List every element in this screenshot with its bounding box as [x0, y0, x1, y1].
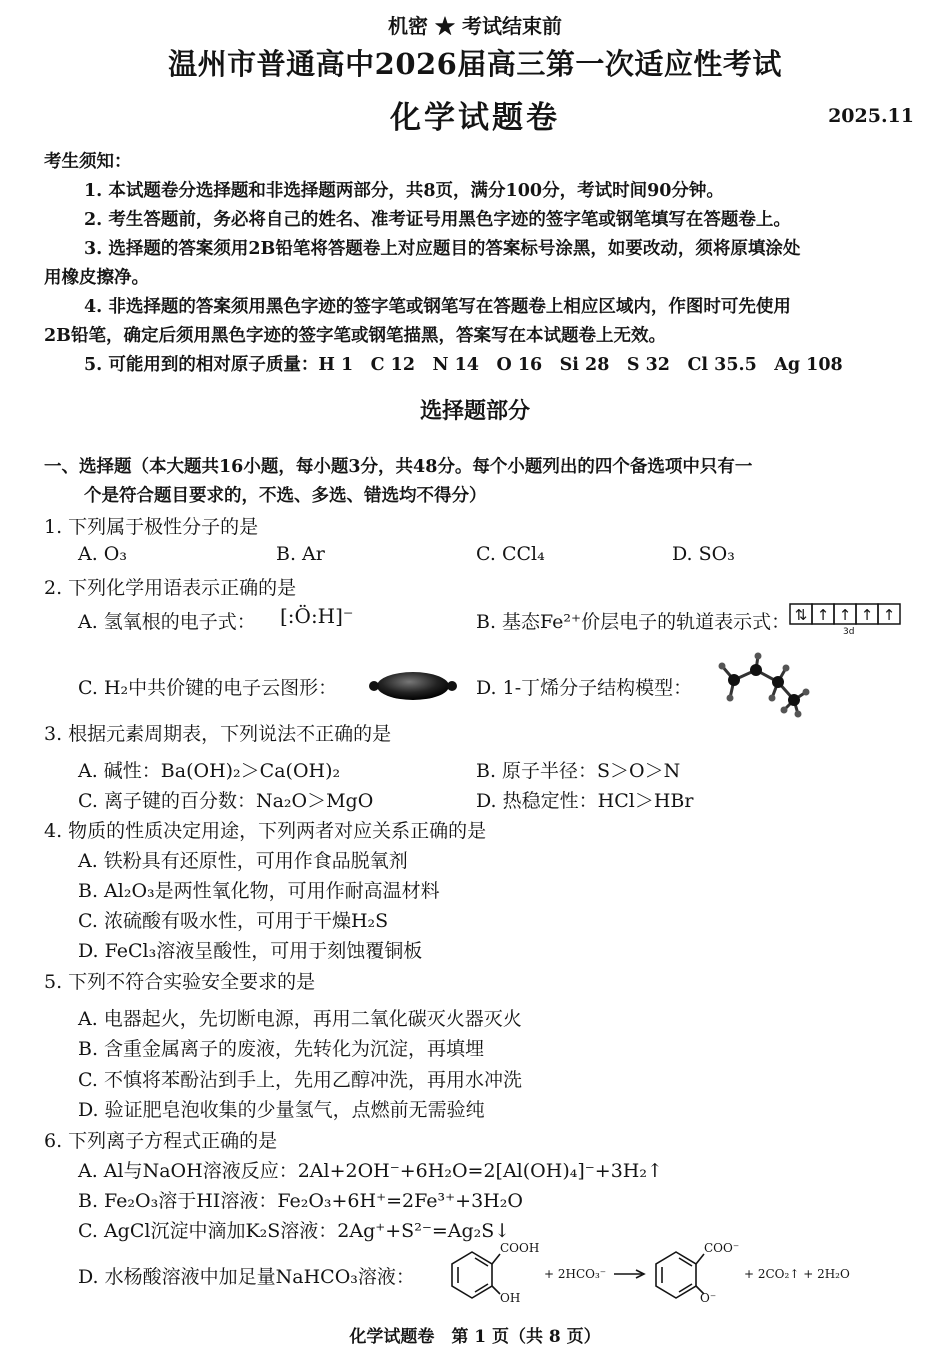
orbital-arrow: ⇅: [794, 606, 808, 624]
q1-option-d: D. SO₃: [672, 543, 735, 565]
exam-title: 温州市普通高中2026届高三第一次适应性考试: [168, 47, 782, 81]
q2-option-a: A. 氢氧根的电子式：: [78, 611, 256, 633]
q4-option-b: B. Al₂O₃是两性氧化物，可用作耐高温材料: [78, 880, 440, 902]
q3-stem: 3. 根据元素周期表，下列说法不正确的是: [44, 723, 392, 745]
q2-hydroxide-electron-formula: [:Ö:H]⁻: [280, 604, 354, 628]
q3-option-d: D. 热稳定性：HCl＞HBr: [476, 790, 694, 812]
page-footer: 化学试题卷 第 1 页（共 8 页）: [349, 1327, 601, 1347]
orbital-diagram: [790, 602, 905, 637]
q1-option-b: B. Ar: [276, 543, 325, 565]
orbital-label: 3d: [843, 627, 855, 637]
butene-model-image: [714, 652, 814, 718]
q2-option-d: D. 1-丁烯分子结构模型：: [476, 677, 693, 699]
q1-stem: 1. 下列属于极性分子的是: [44, 516, 259, 538]
reactant-oh: OH: [500, 1291, 521, 1305]
q4-option-a: A. 铁粉具有还原性，可用作食品脱氧剂: [78, 850, 408, 872]
notice-item-1: 1. 本试题卷分选择题和非选择题两部分，共8页，满分100分，考试时间90分钟。: [84, 181, 724, 201]
notice-item-4: 4. 非选择题的答案须用黑色字迹的签字笔或钢笔写在答题卷上相应区域内，作图时可先使用: [84, 297, 791, 317]
part1-instructions: 一、选择题（本大题共16小题，每小题3分，共48分。每个小题列出的四个备选项中只有一: [44, 457, 753, 477]
orbital-arrow: ↑: [882, 606, 896, 624]
salicylate-reaction-scheme: [448, 1240, 868, 1304]
product-coo: COO⁻: [704, 1241, 740, 1255]
reactant-cooh: COOH: [500, 1241, 540, 1255]
q5-option-d: D. 验证肥皂泡收集的少量氢气，点燃前无需验纯: [78, 1099, 485, 1121]
q2-option-c: C. H₂中共价键的电子云图形：: [78, 677, 338, 699]
confidential-label: 机密 ★ 考试结束前: [388, 14, 562, 38]
electron-cloud-image: [368, 668, 458, 704]
notice-item-3: 3. 选择题的答案须用2B铅笔将答题卷上对应题目的答案标号涂黑，如要改动，须将原填涂处: [84, 239, 801, 259]
q5-option-b: B. 含重金属离子的废液，先转化为沉淀，再填埋: [78, 1038, 485, 1060]
orbital-arrow: ↑: [838, 606, 852, 624]
q4-option-c: C. 浓硫酸有吸水性，可用于干燥H₂S: [78, 910, 389, 932]
q6-option-c: C. AgCl沉淀中滴加K₂S溶液：2Ag⁺+S²⁻=Ag₂S↓: [78, 1220, 511, 1242]
q6-option-d: D. 水杨酸溶液中加足量NaHCO₃溶液：: [78, 1266, 415, 1288]
q5-option-a: A. 电器起火，先切断电源，再用二氧化碳灭火器灭火: [78, 1008, 522, 1030]
notice-heading: 考生须知：: [44, 152, 132, 172]
q3-option-a: A. 碱性：Ba(OH)₂＞Ca(OH)₂: [78, 760, 341, 782]
q1-option-c: C. CCl₄: [476, 543, 545, 565]
orbital-arrow: ↑: [860, 606, 874, 624]
section-title: 选择题部分: [419, 398, 530, 424]
q3-option-b: B. 原子半径：S＞O＞N: [476, 760, 681, 782]
q5-stem: 5. 下列不符合实验安全要求的是: [44, 971, 316, 993]
paper-subtitle: 化学试题卷: [390, 100, 560, 136]
q5-option-c: C. 不慎将苯酚沾到手上，先用乙醇冲洗，再用水冲洗: [78, 1069, 522, 1091]
product-o: O⁻: [700, 1291, 717, 1305]
q1-option-a: A. O₃: [78, 543, 127, 565]
exam-date: 2025.11: [828, 105, 914, 127]
q6-option-b: B. Fe₂O₃溶于HI溶液：Fe₂O₃+6H⁺=2Fe³⁺+3H₂O: [78, 1190, 523, 1212]
q2-stem: 2. 下列化学用语表示正确的是: [44, 577, 297, 599]
q3-option-c: C. 离子键的百分数：Na₂O＞MgO: [78, 790, 374, 812]
q4-option-d: D. FeCl₃溶液呈酸性，可用于刻蚀覆铜板: [78, 940, 423, 962]
q2-option-b: B. 基态Fe²⁺价层电子的轨道表示式：: [476, 611, 791, 633]
part1-instructions-cont: 个是符合题目要求的，不选、多选、错选均不得分）: [84, 486, 487, 506]
q6-stem: 6. 下列离子方程式正确的是: [44, 1130, 278, 1152]
q6-option-a: A. Al与NaOH溶液反应：2Al+2OH⁻+6H₂O=2[Al(OH)₄]⁻+3H₂↑: [78, 1160, 663, 1182]
orbital-arrow: ↑: [816, 606, 830, 624]
q4-stem: 4. 物质的性质决定用途，下列两者对应关系正确的是: [44, 820, 487, 842]
reactant-bicarbonate: + 2HCO₃⁻: [544, 1267, 607, 1281]
product-co2-water: + 2CO₂↑ + 2H₂O: [744, 1267, 850, 1281]
notice-item-4-cont: 2B铅笔，确定后须用黑色字迹的签字笔或钢笔描黑，答案写在本试题卷上无效。: [44, 326, 666, 346]
notice-item-2: 2. 考生答题前，务必将自己的姓名、准考证号用黑色字迹的签字笔或钢笔填写在答题卷上。: [84, 210, 791, 230]
notice-item-5: 5. 可能用到的相对原子质量：H 1 C 12 N 14 O 16 Si 28 S 32 Cl 35.5 Ag 108: [84, 355, 843, 375]
notice-item-3-cont: 用橡皮擦净。: [44, 268, 149, 288]
